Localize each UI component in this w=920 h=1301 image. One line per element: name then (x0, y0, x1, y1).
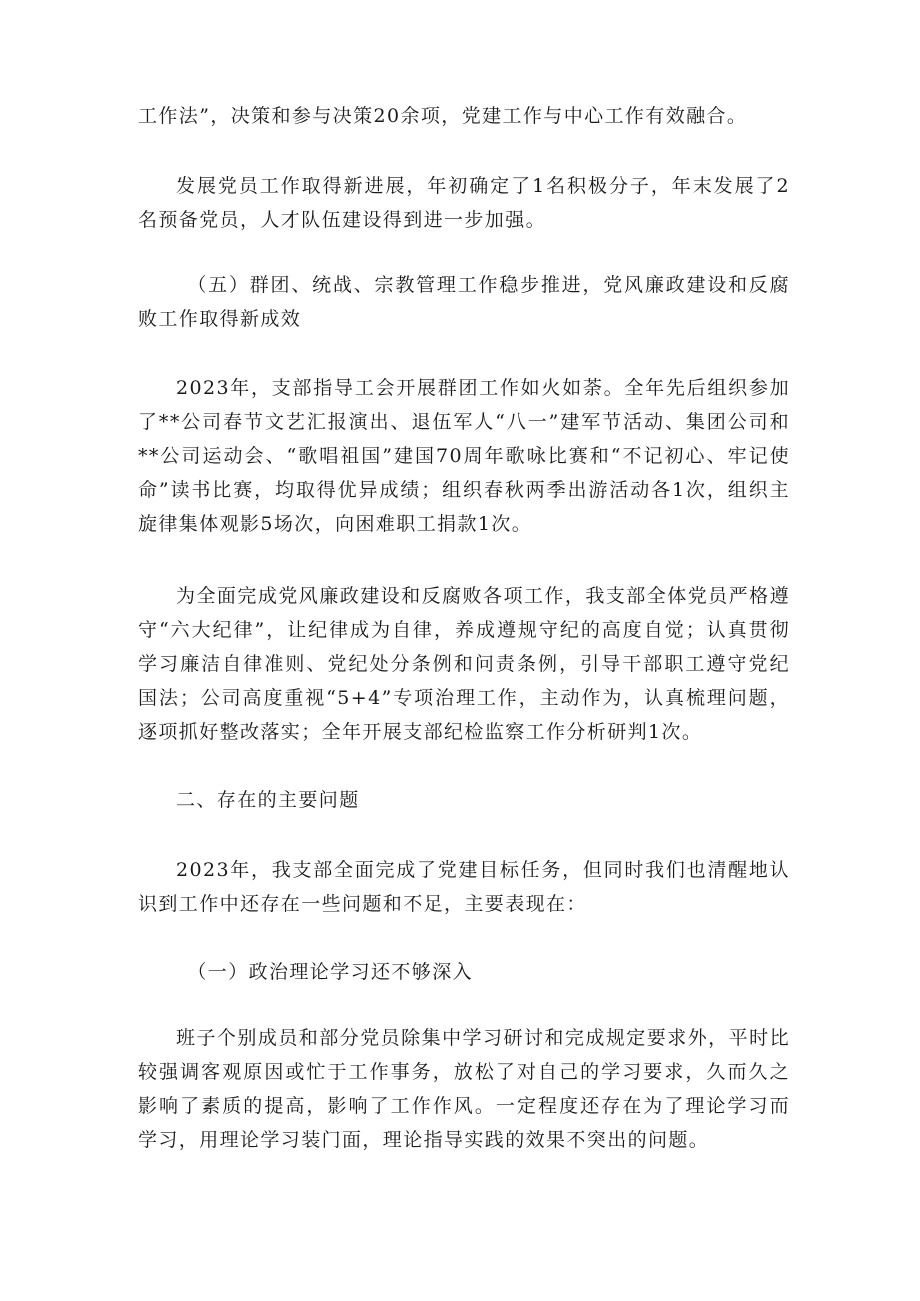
section-heading-five: （五）群团、统战、宗教管理工作稳步推进，党风廉政建设和反腐败工作取得新成效 (138, 274, 790, 330)
section-heading-main-problems: 二、存在的主要问题 (176, 789, 360, 811)
paragraph-integrity-building: 为全面完成党风廉政建设和反腐败各项工作，我支部全体党员严格遵守“六大纪律”，让纪律成为自律，养成遵规守纪的高度自觉；认真贯彻学习廉洁自律准则、党纪处分条例和问责条例，引导干部职工遵守党纪国法；公司高度重视“5+4”专项治理工作，主动作为，认真梳理问题，逐项抓好整改落实；全年开展支部纪检监察工作分析研判1次。 (138, 585, 790, 743)
subheading-theory-study: （一）政治理论学习还不够深入 (187, 961, 473, 983)
paragraph-party-member-development: 发展党员工作取得新进展，年初确定了1名积极分子，年末发展了2名预备党员，人才队伍建设得到进一步加强。 (138, 175, 790, 231)
paragraph-work-method-continuation: 工作法”，决策和参与决策20余项，党建工作与中心工作有效融合。 (138, 105, 748, 127)
paragraph-problems-overview: 2023年，我支部全面完成了党建目标任务，但同时我们也清醒地认识到工作中还存在一些问题和不足，主要表现在： (138, 859, 790, 915)
paragraph-group-work-2023: 2023年，支部指导工会开展群团工作如火如荼。全年先后组织参加了**公司春节文艺汇报演出、退伍军人“八一”建军节活动、集团公司和**公司运动会、“歌唱祖国”建国70周年歌咏比赛和“不记初心、牢记使命”读书比赛，均取得优异成绩；组织春秋两季出游活动各1次，组织主旋律集体观影5场次，向困难职工捐款1次。 (138, 377, 790, 535)
paragraph-theory-study-issues: 班子个别成员和部分党员除集中学习研讨和完成规定要求外，平时比较强调客观原因或忙于工作事务，放松了对自己的学习要求，久而久之影响了素质的提高，影响了工作作风。一定程度还存在为了理论学习而学习，用理论学习装门面，理论指导实践的效果不突出的问题。 (138, 1027, 790, 1151)
